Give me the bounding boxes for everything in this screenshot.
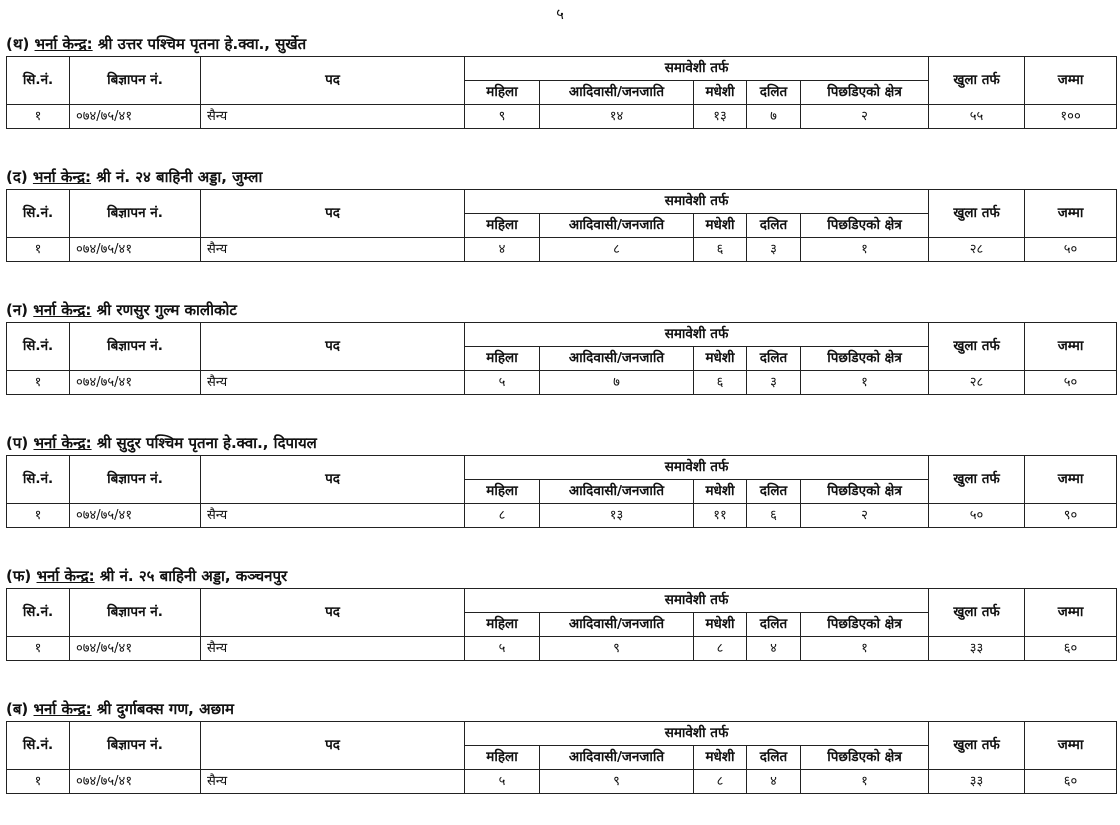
header-madhesi: मधेशी <box>694 480 747 504</box>
table-row <box>7 637 1117 661</box>
cell-total: ६० <box>1025 637 1117 661</box>
cell-madhesi: १३ <box>694 105 747 129</box>
header-ad-no: बिज्ञापन नं. <box>70 323 201 371</box>
cell-open: ३३ <box>929 637 1025 661</box>
recruitment-section <box>6 298 1116 395</box>
section-label: भर्ना केन्द्र: <box>33 434 92 452</box>
cell-post: सैन्य <box>201 371 465 395</box>
header-women: महिला <box>465 81 540 105</box>
cell-total: ५० <box>1025 238 1117 262</box>
header-madhesi: मधेशी <box>694 81 747 105</box>
cell-adivasi: ८ <box>540 238 694 262</box>
header-backward: पिछडिएको क्षेत्र <box>801 81 929 105</box>
header-adivasi: आदिवासी/जनजाति <box>540 81 694 105</box>
cell-open: ५० <box>929 504 1025 528</box>
header-sn: सि.नं. <box>7 190 70 238</box>
header-total: जम्मा <box>1025 456 1117 504</box>
header-dalit: दलित <box>747 480 801 504</box>
cell-women: ९ <box>465 105 540 129</box>
section-title <box>6 165 1116 189</box>
recruitment-section <box>6 32 1116 129</box>
header-dalit: दलित <box>747 746 801 770</box>
header-sn: सि.नं. <box>7 323 70 371</box>
cell-women: ४ <box>465 238 540 262</box>
section-prefix: (थ) <box>6 35 30 53</box>
header-open: खुला तर्फ <box>929 456 1025 504</box>
header-adivasi: आदिवासी/जनजाति <box>540 613 694 637</box>
header-backward: पिछडिएको क्षेत्र <box>801 214 929 238</box>
section-label: भर्ना केन्द्र: <box>33 700 92 718</box>
cell-sn: १ <box>7 371 70 395</box>
header-adivasi: आदिवासी/जनजाति <box>540 214 694 238</box>
table-row <box>7 371 1117 395</box>
section-center-name: श्री रणसुर गुल्म कालीकोट <box>96 301 237 319</box>
cell-dalit: ६ <box>747 504 801 528</box>
cell-ad-no: ०७४/७५/४१ <box>70 504 201 528</box>
section-label: भर्ना केन्द्र: <box>33 301 92 319</box>
cell-madhesi: ८ <box>694 770 747 794</box>
table-row <box>7 105 1117 129</box>
cell-adivasi: ९ <box>540 770 694 794</box>
recruitment-section <box>6 697 1116 794</box>
cell-women: ५ <box>465 371 540 395</box>
header-women: महिला <box>465 746 540 770</box>
cell-madhesi: ११ <box>694 504 747 528</box>
page-number: ५ <box>556 5 564 23</box>
header-sn: सि.नं. <box>7 589 70 637</box>
cell-sn: १ <box>7 504 70 528</box>
cell-sn: १ <box>7 105 70 129</box>
cell-backward: १ <box>801 770 929 794</box>
cell-backward: १ <box>801 238 929 262</box>
cell-post: सैन्य <box>201 105 465 129</box>
header-backward: पिछडिएको क्षेत्र <box>801 347 929 371</box>
header-sn: सि.नं. <box>7 57 70 105</box>
header-ad-no: बिज्ञापन नं. <box>70 722 201 770</box>
header-dalit: दलित <box>747 81 801 105</box>
header-total: जम्मा <box>1025 589 1117 637</box>
section-center-name: श्री दुर्गाबक्स गण, अछाम <box>96 700 234 718</box>
section-label: भर्ना केन्द्र: <box>32 168 92 186</box>
cell-backward: १ <box>801 637 929 661</box>
header-madhesi: मधेशी <box>694 746 747 770</box>
section-title <box>6 564 1116 588</box>
cell-madhesi: ६ <box>694 371 747 395</box>
cell-dalit: ३ <box>747 371 801 395</box>
header-post: पद <box>201 323 465 371</box>
header-women: महिला <box>465 480 540 504</box>
header-adivasi: आदिवासी/जनजाति <box>540 480 694 504</box>
header-madhesi: मधेशी <box>694 214 747 238</box>
header-post: पद <box>201 57 465 105</box>
cell-women: ५ <box>465 770 540 794</box>
recruitment-table <box>6 455 1117 528</box>
header-post: पद <box>201 722 465 770</box>
table-row <box>7 504 1117 528</box>
table-row <box>7 238 1117 262</box>
cell-open: ३३ <box>929 770 1025 794</box>
cell-open: २८ <box>929 238 1025 262</box>
cell-total: १०० <box>1025 105 1117 129</box>
cell-post: सैन्य <box>201 504 465 528</box>
section-title <box>6 298 1116 322</box>
recruitment-table <box>6 189 1117 262</box>
cell-dalit: ४ <box>747 637 801 661</box>
header-open: खुला तर्फ <box>929 57 1025 105</box>
header-dalit: दलित <box>747 613 801 637</box>
section-title <box>6 697 1116 721</box>
header-post: पद <box>201 190 465 238</box>
cell-ad-no: ०७४/७५/४१ <box>70 371 201 395</box>
header-backward: पिछडिएको क्षेत्र <box>801 746 929 770</box>
cell-dalit: ७ <box>747 105 801 129</box>
recruitment-table <box>6 56 1117 129</box>
section-center-name: श्री नं. २५ बाहिनी अड्डा, कञ्चनपुर <box>99 567 288 585</box>
table-row <box>7 770 1117 794</box>
cell-backward: २ <box>801 504 929 528</box>
cell-post: सैन्य <box>201 770 465 794</box>
section-prefix: (द) <box>6 168 28 186</box>
header-total: जम्मा <box>1025 722 1117 770</box>
cell-adivasi: ७ <box>540 371 694 395</box>
header-backward: पिछडिएको क्षेत्र <box>801 480 929 504</box>
cell-sn: १ <box>7 637 70 661</box>
cell-adivasi: १४ <box>540 105 694 129</box>
cell-women: ८ <box>465 504 540 528</box>
cell-adivasi: १३ <box>540 504 694 528</box>
cell-ad-no: ०७४/७५/४१ <box>70 770 201 794</box>
section-prefix: (फ) <box>6 567 32 585</box>
section-center-name: श्री उत्तर पश्चिम पृतना हे.क्वा., सुर्खेत <box>97 35 307 53</box>
header-total: जम्मा <box>1025 57 1117 105</box>
header-dalit: दलित <box>747 347 801 371</box>
header-madhesi: मधेशी <box>694 347 747 371</box>
header-madhesi: मधेशी <box>694 613 747 637</box>
cell-madhesi: ६ <box>694 238 747 262</box>
cell-adivasi: ९ <box>540 637 694 661</box>
cell-total: ९० <box>1025 504 1117 528</box>
cell-post: सैन्य <box>201 238 465 262</box>
section-label: भर्ना केन्द्र: <box>34 35 93 53</box>
section-center-name: श्री नं. २४ बाहिनी अड्डा, जुम्ला <box>96 168 263 186</box>
recruitment-table <box>6 721 1117 794</box>
header-open: खुला तर्फ <box>929 190 1025 238</box>
cell-backward: २ <box>801 105 929 129</box>
header-ad-no: बिज्ञापन नं. <box>70 456 201 504</box>
header-ad-no: बिज्ञापन नं. <box>70 589 201 637</box>
header-inclusive: समावेशी तर्फ <box>465 722 929 746</box>
section-prefix: (न) <box>6 301 29 319</box>
cell-ad-no: ०७४/७५/४१ <box>70 637 201 661</box>
recruitment-section <box>6 564 1116 661</box>
section-title <box>6 32 1116 56</box>
section-label: भर्ना केन्द्र: <box>36 567 95 585</box>
header-inclusive: समावेशी तर्फ <box>465 323 929 347</box>
header-open: खुला तर्फ <box>929 323 1025 371</box>
recruitment-table <box>6 588 1117 661</box>
header-dalit: दलित <box>747 214 801 238</box>
recruitment-section <box>6 431 1116 528</box>
header-adivasi: आदिवासी/जनजाति <box>540 347 694 371</box>
header-sn: सि.नं. <box>7 722 70 770</box>
header-ad-no: बिज्ञापन नं. <box>70 190 201 238</box>
header-backward: पिछडिएको क्षेत्र <box>801 613 929 637</box>
header-inclusive: समावेशी तर्फ <box>465 456 929 480</box>
section-prefix: (प) <box>6 434 29 452</box>
header-women: महिला <box>465 214 540 238</box>
section-title <box>6 431 1116 455</box>
cell-open: ५५ <box>929 105 1025 129</box>
header-women: महिला <box>465 347 540 371</box>
cell-women: ५ <box>465 637 540 661</box>
header-inclusive: समावेशी तर्फ <box>465 57 929 81</box>
cell-dalit: ३ <box>747 238 801 262</box>
cell-ad-no: ०७४/७५/४१ <box>70 105 201 129</box>
cell-total: ६० <box>1025 770 1117 794</box>
cell-backward: १ <box>801 371 929 395</box>
cell-post: सैन्य <box>201 637 465 661</box>
header-ad-no: बिज्ञापन नं. <box>70 57 201 105</box>
cell-total: ५० <box>1025 371 1117 395</box>
cell-dalit: ४ <box>747 770 801 794</box>
cell-ad-no: ०७४/७५/४१ <box>70 238 201 262</box>
header-adivasi: आदिवासी/जनजाति <box>540 746 694 770</box>
recruitment-section <box>6 165 1116 262</box>
header-total: जम्मा <box>1025 190 1117 238</box>
header-sn: सि.नं. <box>7 456 70 504</box>
header-open: खुला तर्फ <box>929 589 1025 637</box>
header-inclusive: समावेशी तर्फ <box>465 589 929 613</box>
header-post: पद <box>201 456 465 504</box>
recruitment-table <box>6 322 1117 395</box>
cell-madhesi: ८ <box>694 637 747 661</box>
section-center-name: श्री सुदुर पश्चिम पृतना हे.क्वा., दिपायल <box>96 434 317 452</box>
header-total: जम्मा <box>1025 323 1117 371</box>
cell-open: २८ <box>929 371 1025 395</box>
cell-sn: १ <box>7 770 70 794</box>
cell-sn: १ <box>7 238 70 262</box>
header-women: महिला <box>465 613 540 637</box>
header-post: पद <box>201 589 465 637</box>
header-inclusive: समावेशी तर्फ <box>465 190 929 214</box>
header-open: खुला तर्फ <box>929 722 1025 770</box>
section-prefix: (ब) <box>6 700 29 718</box>
